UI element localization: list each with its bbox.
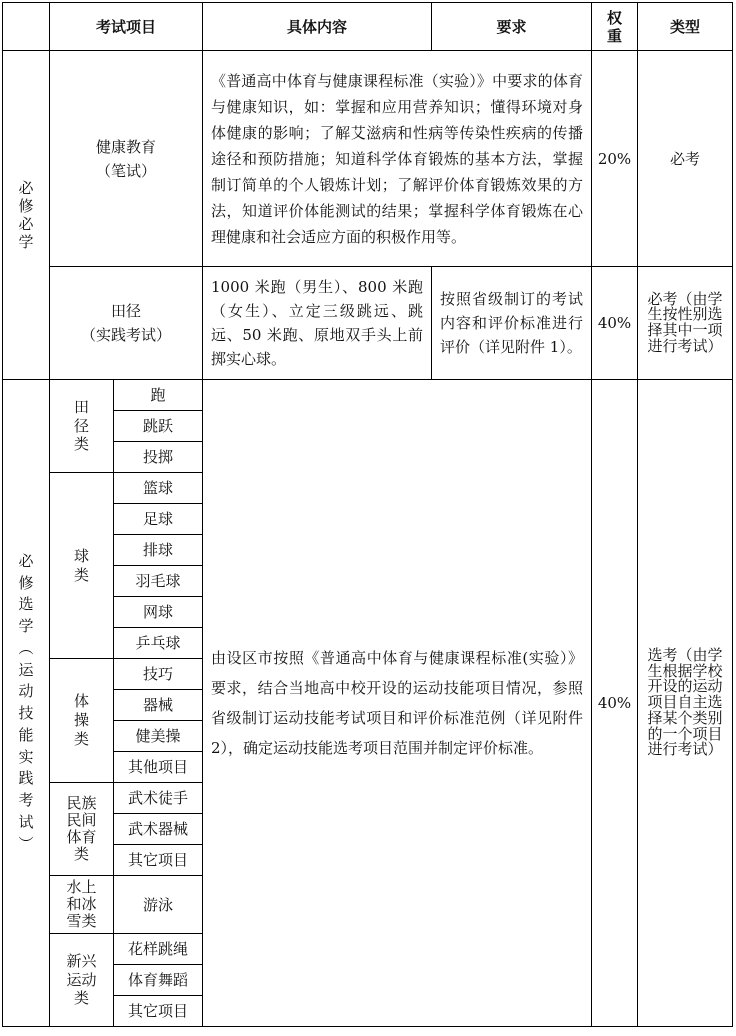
track-field-content: 1000 米跑（男生）、800 米跑（女生）、立定三级跳远、跳远、50 米跑、原地双手头上前掷实心球。 bbox=[203, 267, 432, 380]
header-weight bbox=[592, 3, 638, 51]
label-char: 选 bbox=[18, 595, 34, 614]
category-folk-sports bbox=[50, 783, 114, 876]
track-field-sub: （实践考试） bbox=[81, 326, 172, 344]
label-char: ︵ bbox=[18, 638, 34, 657]
category-ball-games bbox=[50, 473, 114, 659]
label-char: 学 bbox=[18, 617, 34, 635]
elective-section-label bbox=[3, 380, 50, 1027]
category-char: 类 bbox=[73, 435, 89, 454]
header-weight-char: 重 bbox=[607, 26, 623, 45]
label-char: 实 bbox=[18, 747, 34, 766]
elective-weight: 40% bbox=[592, 380, 638, 1027]
sport-cell: 器械 bbox=[114, 690, 203, 721]
label-char: 技 bbox=[18, 704, 34, 722]
health-education-item bbox=[50, 51, 203, 267]
header-blank-cell bbox=[3, 3, 50, 51]
label-char: 必 bbox=[18, 551, 34, 570]
label-char: 修 bbox=[18, 197, 34, 215]
health-education-sub: （笔试） bbox=[96, 161, 157, 180]
label-char: 试 bbox=[18, 812, 34, 831]
required-section-label bbox=[3, 51, 50, 380]
sport-cell: 武术器械 bbox=[114, 814, 203, 845]
sport-cell: 花样跳绳 bbox=[114, 934, 203, 965]
label-char: 运 bbox=[18, 660, 34, 679]
category-char: 球 bbox=[73, 546, 89, 565]
exam-items-table bbox=[2, 2, 733, 1027]
sport-cell: 武术徒手 bbox=[114, 783, 203, 814]
category-char: 操 bbox=[73, 711, 89, 730]
sport-cell: 排球 bbox=[114, 535, 203, 566]
label-char: 必 bbox=[18, 215, 34, 233]
label-char: 修 bbox=[18, 573, 34, 592]
category-char: 民间 bbox=[66, 810, 97, 829]
sport-cell: 羽毛球 bbox=[114, 566, 203, 597]
category-char: 运动 bbox=[66, 970, 97, 989]
header-type: 类型 bbox=[638, 3, 733, 51]
category-char: 类 bbox=[73, 845, 89, 864]
category-char: 民族 bbox=[66, 793, 97, 812]
label-char: 考 bbox=[18, 791, 34, 809]
category-emerging-sports bbox=[50, 934, 114, 1027]
label-char: 践 bbox=[18, 769, 34, 788]
category-char: 体育 bbox=[66, 828, 97, 846]
sport-cell: 投掷 bbox=[114, 442, 203, 473]
sport-row bbox=[3, 380, 733, 411]
category-char: 径 bbox=[73, 416, 89, 435]
health-education-row bbox=[3, 51, 733, 267]
category-char: 类 bbox=[73, 989, 89, 1008]
health-education-type: 必考 bbox=[638, 51, 733, 267]
category-water-ice-snow bbox=[50, 876, 114, 934]
sport-cell: 篮球 bbox=[114, 473, 203, 504]
category-char: 雪类 bbox=[66, 912, 97, 931]
header-requirement: 要求 bbox=[432, 3, 592, 51]
category-char: 体 bbox=[73, 692, 89, 711]
sport-cell: 跳跃 bbox=[114, 411, 203, 442]
label-char: 能 bbox=[18, 725, 34, 744]
track-field-requirement: 按照省级制订的考试内容和评价标准进行评价（详见附件 1）。 bbox=[432, 267, 592, 380]
category-char: 类 bbox=[73, 729, 89, 748]
sport-cell: 游泳 bbox=[114, 876, 203, 934]
label-char: 学 bbox=[18, 233, 34, 251]
sport-cell: 其它项目 bbox=[114, 845, 203, 876]
category-track-field bbox=[50, 380, 114, 473]
category-char: 水上 bbox=[66, 877, 97, 896]
elective-type: 选考（由学生根据学校开设的运动项目自主选择某个类别的一个项目进行考试） bbox=[638, 380, 733, 1027]
category-char: 田 bbox=[73, 397, 89, 416]
track-field-weight: 40% bbox=[592, 267, 638, 380]
sport-cell: 网球 bbox=[114, 597, 203, 628]
category-char: 类 bbox=[73, 565, 89, 584]
track-field-item bbox=[50, 267, 203, 380]
sport-cell: 乒乓球 bbox=[114, 628, 203, 659]
sport-cell: 健美操 bbox=[114, 721, 203, 752]
sport-cell: 技巧 bbox=[114, 659, 203, 690]
sport-cell: 足球 bbox=[114, 504, 203, 535]
label-char: 动 bbox=[18, 682, 34, 701]
header-exam-item: 考试项目 bbox=[50, 3, 203, 51]
label-char: 必 bbox=[18, 179, 34, 197]
track-field-name: 田径 bbox=[111, 302, 142, 320]
health-education-content: 《普通高中体育与健康课程标准（实验）》中要求的体育与健康知识，如：掌握和应用营养知识；懂得环境对身体健康的影响；了解艾滋病和性病等传染性疾病的传播途径和预防措施；知道科学体育锻炼的基本方法，掌握制订简单的个人锻炼计划；了解评价体育锻炼效果的方法，知道评价体能测试的结果；掌握科学体育锻炼在心理健康和社会适应方面的积极作用等。 bbox=[203, 51, 592, 267]
label-char: ︶ bbox=[18, 834, 34, 853]
track-field-type: 必考（由学生按性别选择其中一项进行考试） bbox=[638, 267, 733, 380]
health-education-weight: 20% bbox=[592, 51, 638, 267]
header-weight-char: 权 bbox=[607, 8, 623, 27]
category-char: 和冰 bbox=[66, 894, 97, 913]
header-content: 具体内容 bbox=[203, 3, 432, 51]
track-field-row bbox=[3, 267, 733, 380]
sport-cell: 其它项目 bbox=[114, 996, 203, 1027]
header-row bbox=[3, 3, 733, 51]
elective-content: 由设区市按照《普通高中体育与健康课程标准(实验）》要求，结合当地高中校开设的运动技能项目情况，参照省级制订运动技能考试项目和评价标准范例（详见附件 2），确定运动技能选考项目范围并制定评价标准。 bbox=[203, 380, 592, 1027]
health-education-name: 健康教育 bbox=[96, 137, 157, 156]
sport-cell: 跑 bbox=[114, 380, 203, 411]
sport-cell: 体育舞蹈 bbox=[114, 965, 203, 996]
category-gymnastics bbox=[50, 659, 114, 783]
sport-cell: 其他项目 bbox=[114, 752, 203, 783]
category-char: 新兴 bbox=[66, 951, 97, 970]
